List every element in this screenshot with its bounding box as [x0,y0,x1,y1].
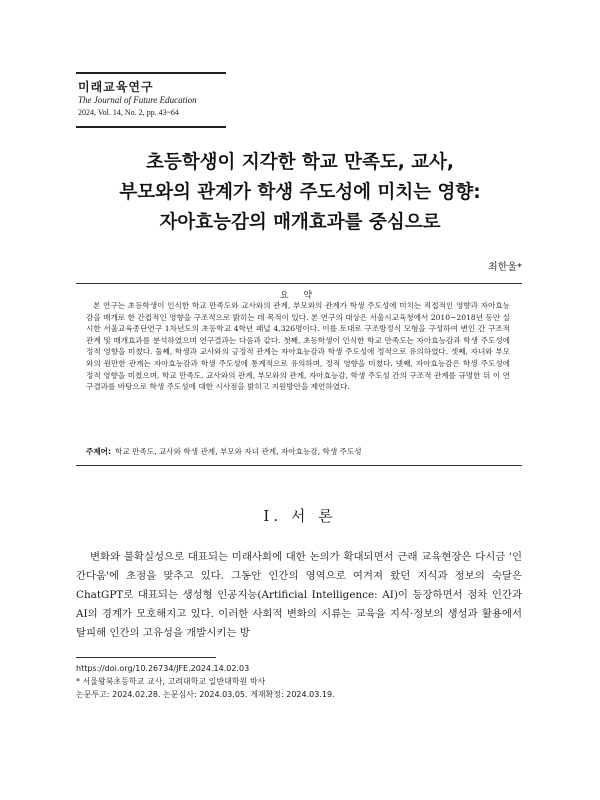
submission-dates: 논문투고: 2024.02.28. 논문심사: 2024.03.05. 게재확정: 2024.03.19. [76,690,335,699]
author-name: 최한울* [488,262,522,273]
title-line-3: 자아효능감의 매개효과를 중심으로 [159,212,441,233]
title-line-2: 부모와의 관계가 학생 주도성에 미치는 영향: [119,182,481,203]
section-heading: Ⅰ. 서 론 [263,507,337,525]
author-affiliation-note: * 서울왕북초등학교 교사, 고려대학교 일반대학원 박사 [76,677,266,686]
journal-header [76,72,226,128]
footnote-divider [76,657,216,658]
article-title [40,148,560,238]
abstract-box [76,283,522,466]
journal-name: 미래교육연구 [78,80,154,94]
keywords-label: 주제어: [86,447,112,456]
keywords-list: 학교 만족도, 교사와 학생 관계, 부모와 자녀 관계, 자아효능감, 학생 주도성 [115,447,362,456]
abstract-heading: 요 약 [279,291,319,301]
doi-link[interactable]: https://doi.org/10.26734/JFE.2024.14.02.03 [76,664,250,673]
abstract-text: 본 연구는 초등학생이 인식한 학교 만족도와 교사와의 관계, 부모와의 관계가 학생 주도성에 미치는 직접적인 영향과 자아효능감을 매개로 한 간접적인 영향을 구조적으로 밝히는 데 목적이 있다. 본 연구의 대상은 서울시교육청에서 2010~2018년 동안 실시한 서울교육종단연구 1차년도의 초등학교 4학년 패널 4,326명이다. 이를 토대로 구조방정식 모형을 구성하여 변인 간 구조적 관계 및 매개효과를 분석하였으며 연구결과는 다음과 같다. 첫째, 초등학생이 인식한 학교 만족도는 자아효능감과 학생 주도성에 정적 영향을 미쳤다. 둘째, 학생과 교사와의 긍정적 관계는 자아효능감과 학생 주도성에 정적으로 유의하였다. 셋째, 자녀와 부모와의 원만한 관계는 자아효능감과 학생 주도성에 통계적으로 유의하며, 정적 영향을 미쳤다. 넷째, 자아효능감은 학생 주도성에 정적 영향을 미쳤으며, 학교 만족도, 교사와의 관계, 부모와의 관계, 자아효능감, 학생 주도성 간의 구조적 관계를 규명한 뒤 이 연구결과를 바탕으로 학생 주도성에 대한 시사점을 밝히고 지원방안을 제언하였다. [86,301,510,392]
journal-english-name: The Journal of Future Education [78,95,197,105]
intro-paragraph: 변화와 불확실성으로 대표되는 미래사회에 대한 논의가 확대되면서 근래 교육현장은 다시금 '인간다움'에 초점을 맞추고 있다. 그동안 인간의 영역으로 여겨져 왔던 지식과 정보의 숙달은 ChatGPT로 대표되는 생성형 인공지능(Artificial Intelligence: AI)이 등장하면서 점차 인간과 AI의 경계가 모호해지고 있다. 이러한 사회적 변화의 시류는 교육을 지식·정보의 생성과 활용에서 탈피해 인간의 고유성을 개발시키는 방 [76,551,522,639]
title-line-1: 초등학생이 지각한 학교 만족도, 교사, [146,152,454,173]
journal-volume-info: 2024, Vol. 14, No. 2, pp. 43~64 [78,108,179,117]
keywords [86,446,362,457]
footnotes [76,662,522,701]
